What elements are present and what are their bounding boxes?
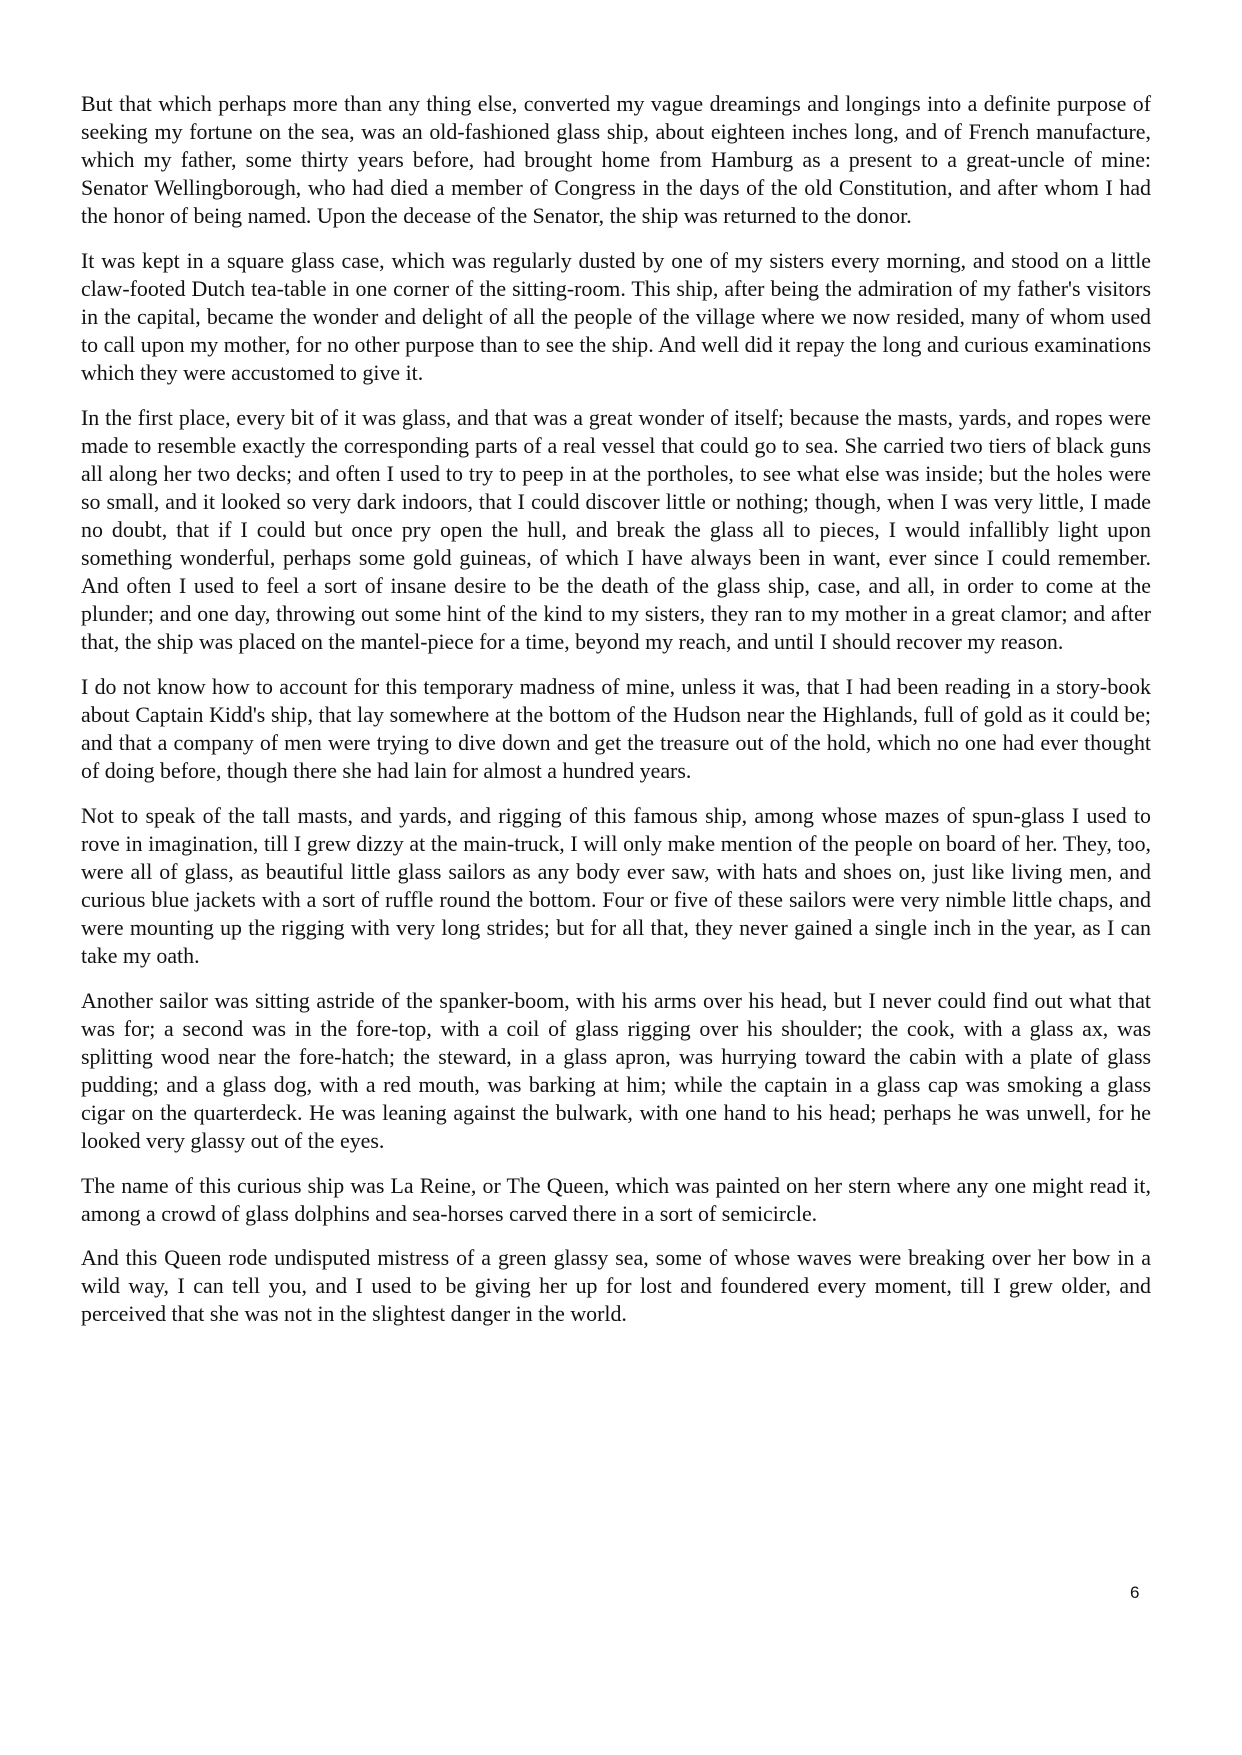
paragraph-7: The name of this curious ship was La Reine, or The Queen, which was painted on her stern where any one might read it, among a crowd of glass dolphins and sea-horses carved there in a sort of semicircle. xyxy=(81,1172,1151,1226)
paragraph-4: I do not know how to account for this temporary madness of mine, unless it was, that I had been reading in a story-book about Captain Kidd's ship, that lay somewhere at the bottom of the Hudson near the Highlands, full of gold as it could be; and that a company of men were trying to dive down and get the treasure out of the hold, which no one had ever thought of doing before, though there she had lain for almost a hundred years. xyxy=(81,673,1151,784)
paragraph-5: Not to speak of the tall masts, and yards, and rigging of this famous ship, among whose mazes of spun-glass I used to rove in imagination, till I grew dizzy at the main-truck, I will only make mention of the people on board of her. They, too, were all of glass, as beautiful little glass sailors as any body ever saw, with hats and shoes on, just like living men, and curious blue jackets with a sort of ruffle round the bottom. Four or five of these sailors were very nimble little chaps, and were mounting up the rigging with very long strides; but for all that, they never gained a single inch in the year, as I can take my oath. xyxy=(81,802,1151,969)
paragraph-8: And this Queen rode undisputed mistress of a green glassy sea, some of whose waves were breaking over her bow in a wild way, I can tell you, and I used to be giving her up for lost and foundered every moment, till I grew older, and perceived that she was not in the slightest danger in the world. xyxy=(81,1245,1151,1327)
paragraph-6: Another sailor was sitting astride of the spanker-boom, with his arms over his head, but I never could find out what that was for; a second was in the fore-top, with a coil of glass rigging over his shoulder; the cook, with a glass ax, was splitting wood near the fore-hatch; the steward, in a glass apron, was hurrying toward the cabin with a plate of glass pudding; and a glass dog, with a red mouth, was barking at him; while the captain in a glass cap was smoking a glass cigar on the quarterdeck. He was leaning against the bulwark, with one hand to his head; perhaps he was unwell, for he looked very glassy out of the eyes. xyxy=(81,987,1151,1154)
page-number: 6 xyxy=(1130,1583,1140,1602)
document-body xyxy=(81,90,1151,1345)
paragraph-1: But that which perhaps more than any thing else, converted my vague dreamings and longings into a definite purpose of seeking my fortune on the sea, was an old-fashioned glass ship, about eighteen inches long, and of French manufacture, which my father, some thirty years before, had brought home from Hamburg as a present to a great-uncle of mine: Senator Wellingborough, who had died a member of Congress in the days of the old Constitution, and after whom I had the honor of being named. Upon the decease of the Senator, the ship was returned to the donor. xyxy=(81,91,1151,229)
paragraph-3: In the first place, every bit of it was glass, and that was a great wonder of itself; because the masts, yards, and ropes were made to resemble exactly the corresponding parts of a real vessel that could go to sea. She carried two tiers of black guns all along her two decks; and often I used to try to peep in at the portholes, to see what else was inside; but the holes were so small, and it looked so very dark indoors, that I could discover little or nothing; though, when I was very little, I made no doubt, that if I could but once pry open the hull, and break the glass all to pieces, I would infallibly light upon something wonderful, perhaps some gold guineas, of which I have always been in want, ever since I could remember. And often I used to feel a sort of insane desire to be the death of the glass ship, case, and all, in order to come at the plunder; and one day, throwing out some hint of the kind to my sisters, they ran to my mother in a great clamor; and after that, the ship was placed on the mantel-piece for a time, beyond my reach, and until I should recover my reason. xyxy=(81,404,1151,655)
paragraph-2: It was kept in a square glass case, which was regularly dusted by one of my sisters every morning, and stood on a little claw-footed Dutch tea-table in one corner of the sitting-room. This ship, after being the admiration of my father's visitors in the capital, became the wonder and delight of all the people of the village where we now resided, many of whom used to call upon my mother, for no other purpose than to see the ship. And well did it repay the long and curious examinations which they were accustomed to give it. xyxy=(81,247,1151,386)
